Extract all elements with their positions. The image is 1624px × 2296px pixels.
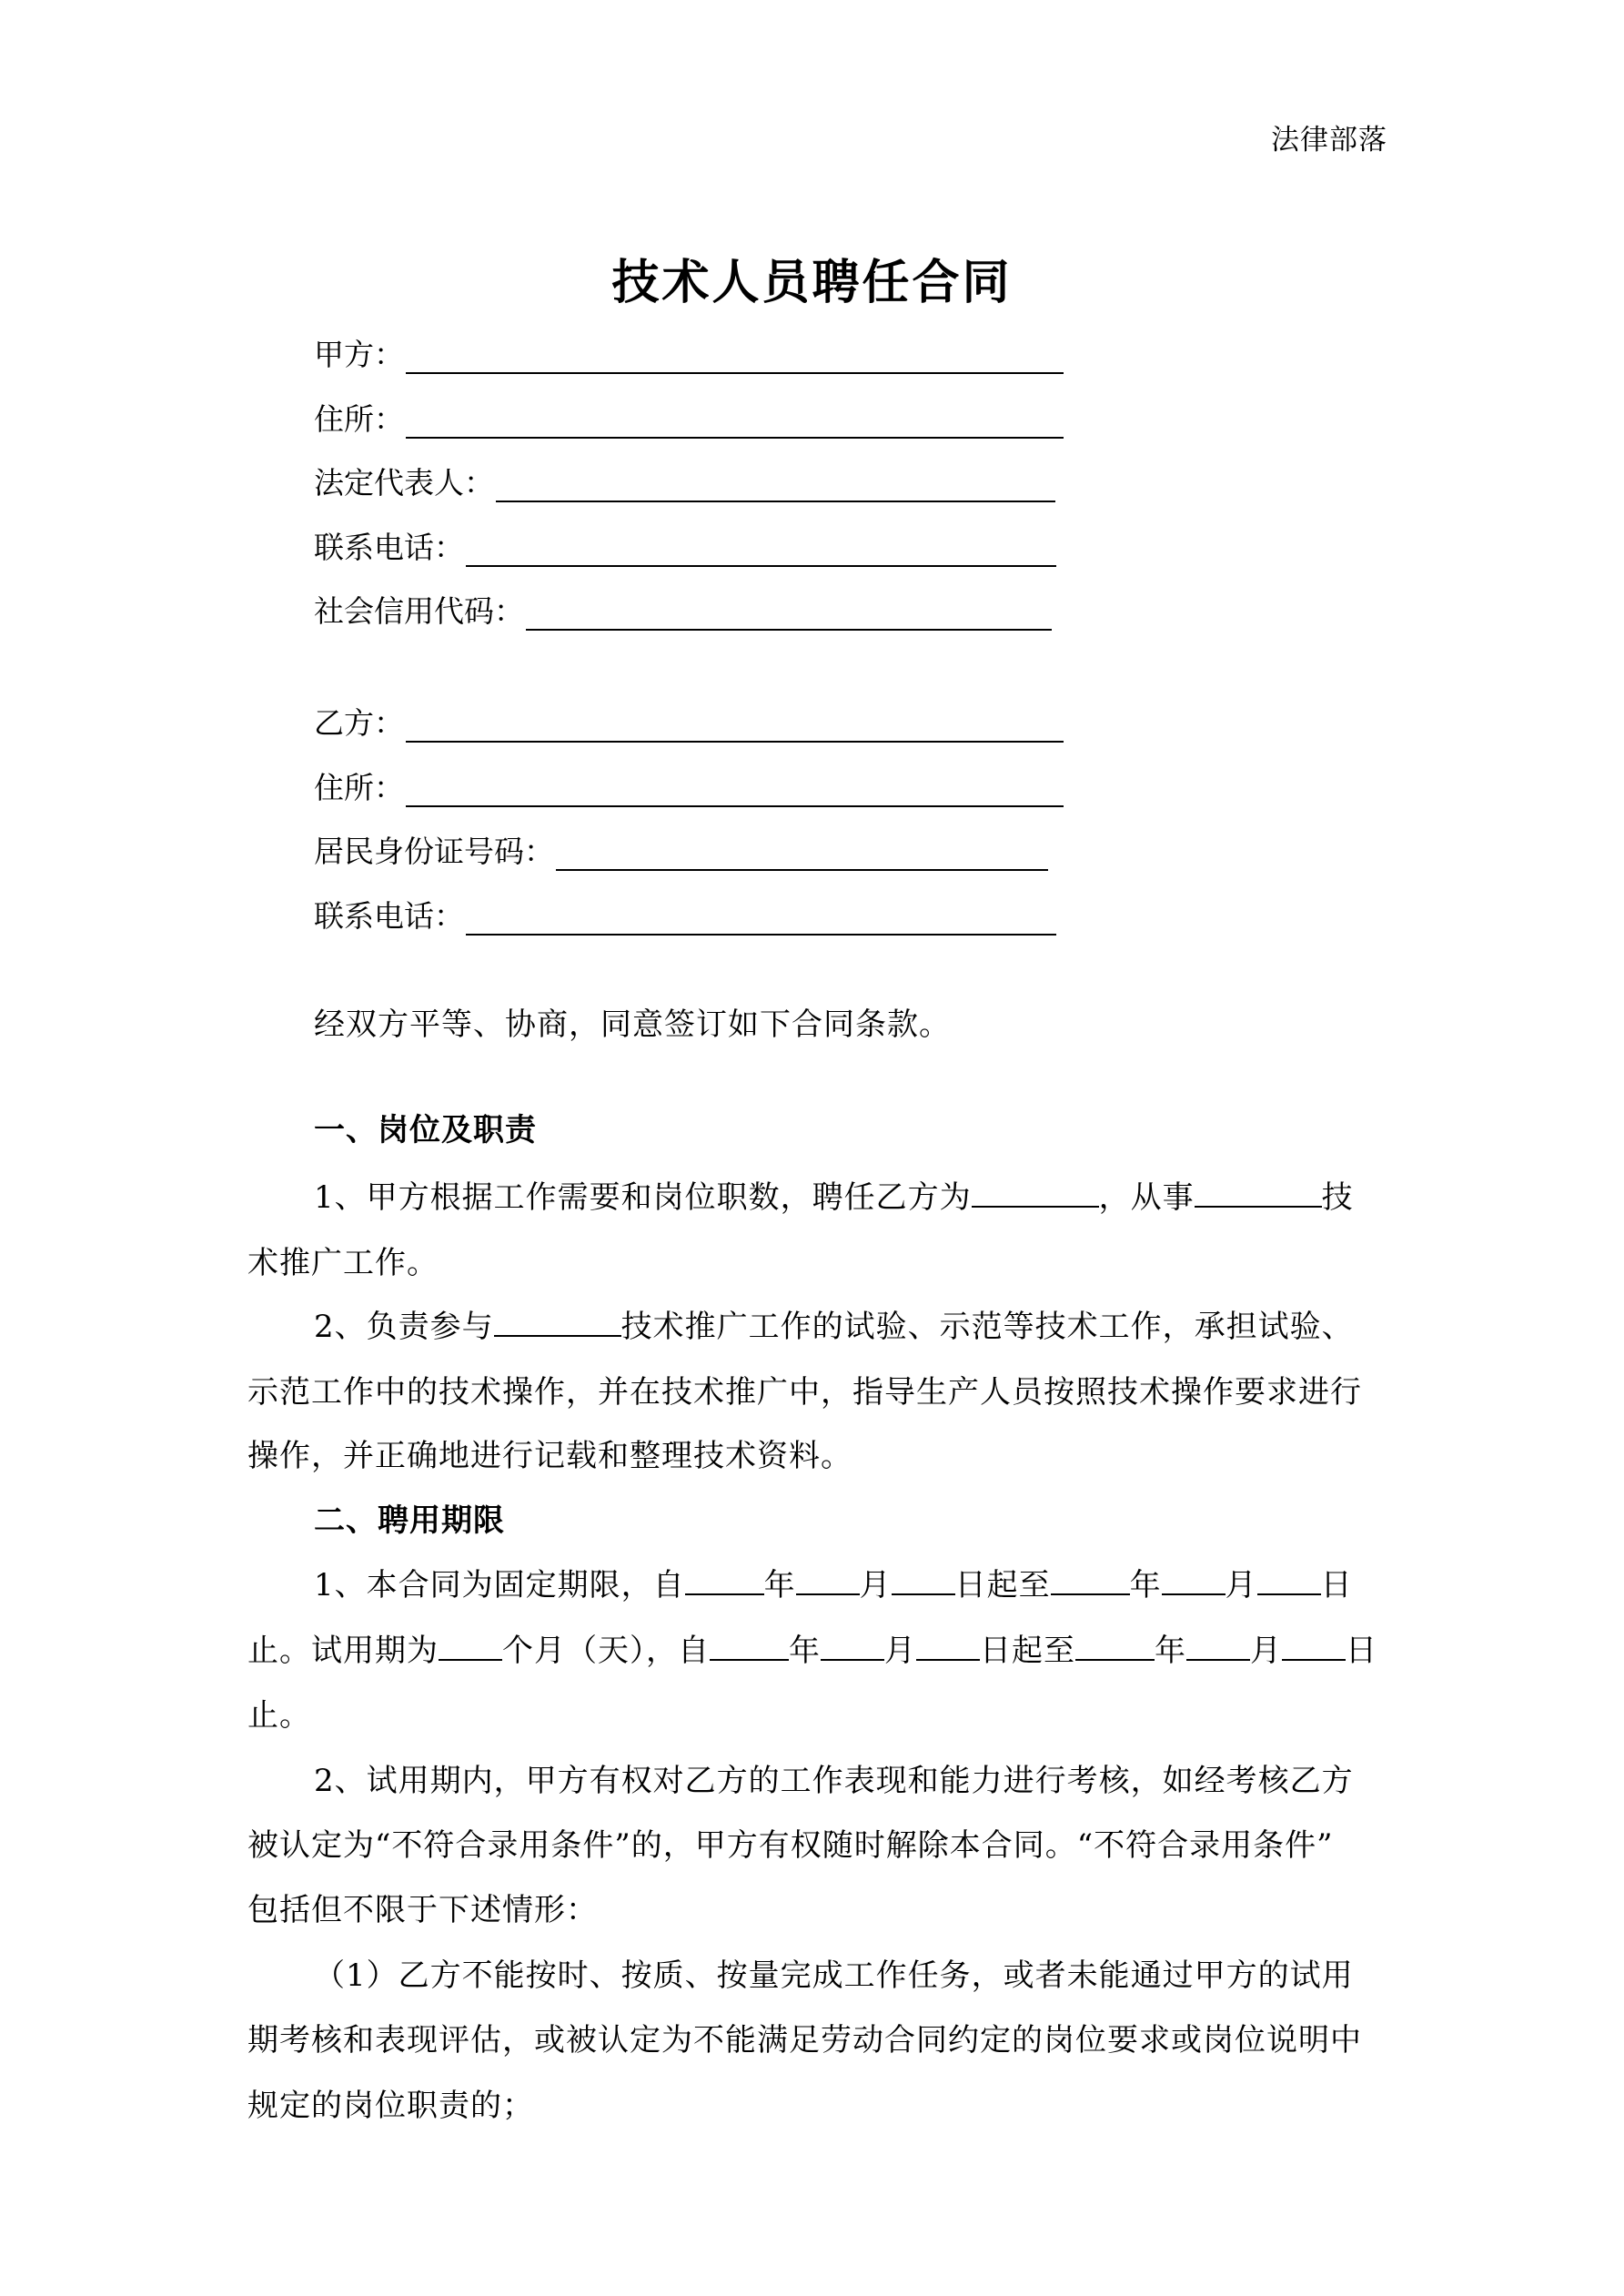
blank[interactable] [1186, 1633, 1250, 1661]
section-2-para-1-line-1 [314, 1560, 1353, 1604]
text: 月 [1250, 1633, 1282, 1669]
text: 日起至 [954, 1567, 1051, 1603]
text: 技 [1321, 1179, 1354, 1216]
fill-line[interactable] [466, 903, 1056, 936]
field-label: 联系电话： [314, 530, 464, 565]
party-a-address-field [314, 397, 1064, 439]
section-1-para-1-line-1 [314, 1172, 1354, 1217]
text: 1、甲方根据工作需要和岗位职数，聘任乙方为 [314, 1179, 972, 1216]
section-1-para-2-line-1 [314, 1301, 1354, 1346]
blank[interactable] [1075, 1633, 1155, 1661]
blank[interactable] [1195, 1180, 1322, 1208]
text: 月 [1225, 1567, 1257, 1603]
intro-text: 经双方平等、协商，同意签订如下合同条款。 [314, 1006, 951, 1043]
text: 年 [789, 1633, 821, 1669]
fill-line[interactable] [406, 406, 1064, 439]
party-a-phone-field [314, 525, 1056, 567]
section-2-para-2-line-1: 2、试用期内，甲方有权对乙方的工作表现和能力进行考核，如经考核乙方 [314, 1763, 1354, 1799]
field-label: 居民身份证号码： [314, 834, 554, 869]
section-2-title: 二、聘用期限 [314, 1502, 505, 1539]
field-label: 住所： [314, 770, 404, 805]
section-2-para-1-line-3: 止。 [247, 1697, 311, 1734]
party-a-credit-field [314, 589, 1052, 631]
blank[interactable] [710, 1633, 789, 1661]
fill-line[interactable] [406, 710, 1064, 743]
blank[interactable] [796, 1568, 860, 1595]
section-2-para-3-line-1: （1）乙方不能按时、按质、按量完成工作任务，或者未能通过甲方的试用 [314, 1957, 1354, 1994]
text: 止。试用期为 [247, 1633, 439, 1669]
field-label: 社会信用代码： [314, 593, 524, 629]
text: 2、负责参与 [314, 1309, 494, 1345]
fill-line[interactable] [556, 838, 1048, 871]
fill-line[interactable] [496, 470, 1055, 502]
text: 月 [884, 1633, 916, 1669]
blank[interactable] [494, 1310, 621, 1337]
fill-line[interactable] [526, 598, 1052, 631]
section-1-para-1-line-2: 术推广工作。 [247, 1245, 439, 1281]
party-b-address-field [314, 765, 1064, 807]
text: 日 [1320, 1567, 1353, 1603]
blank[interactable] [1257, 1568, 1321, 1595]
fill-line[interactable] [406, 341, 1064, 374]
blank[interactable] [439, 1633, 502, 1661]
text: 年 [763, 1567, 796, 1603]
section-2-para-2-line-2: 被认定为“不符合录用条件”的，甲方有权随时解除本合同。“不符合录用条件” [247, 1827, 1334, 1864]
blank[interactable] [1282, 1633, 1346, 1661]
blank[interactable] [1051, 1568, 1130, 1595]
header-mark: 法律部落 [1271, 124, 1387, 157]
field-label: 甲方： [314, 337, 404, 372]
text: 日起至 [980, 1633, 1075, 1669]
section-2-para-2-line-3: 包括但不限于下述情形： [247, 1892, 598, 1928]
party-b-name-field [314, 701, 1064, 743]
text: 日 [1346, 1633, 1377, 1669]
blank[interactable] [685, 1568, 764, 1595]
blank[interactable] [892, 1568, 955, 1595]
fill-line[interactable] [466, 534, 1056, 567]
document-title: 技术人员聘任合同 [611, 255, 1013, 310]
text: 1、本合同为固定期限，自 [314, 1567, 685, 1603]
section-1-para-2-line-2: 示范工作中的技术操作，并在技术推广中，指导生产人员按照技术操作要求进行 [247, 1374, 1362, 1411]
party-b-phone-field [314, 894, 1056, 936]
field-label: 联系电话： [314, 898, 464, 934]
section-2-para-3-line-3: 规定的岗位职责的； [247, 2088, 534, 2124]
field-label: 住所： [314, 401, 404, 437]
text: 年 [1155, 1633, 1186, 1669]
text: 年 [1129, 1567, 1162, 1603]
field-label: 乙方： [314, 705, 404, 741]
blank[interactable] [916, 1633, 980, 1661]
section-2-para-1-line-2 [247, 1625, 1377, 1670]
blank[interactable] [972, 1180, 1099, 1208]
party-b-id-field [314, 829, 1048, 871]
party-a-name-field [314, 332, 1064, 374]
section-1-title: 一、岗位及职责 [314, 1112, 537, 1148]
section-1-para-2-line-3: 操作，并正确地进行记载和整理技术资料。 [247, 1438, 852, 1474]
fill-line[interactable] [406, 774, 1064, 807]
party-a-rep-field [314, 460, 1055, 502]
text: 个月（天），自 [502, 1633, 710, 1669]
section-2-para-3-line-2: 期考核和表现评估，或被认定为不能满足劳动合同约定的岗位要求或岗位说明中 [247, 2022, 1362, 2058]
blank[interactable] [821, 1633, 884, 1661]
text: ，从事 [1098, 1179, 1195, 1216]
text: 技术推广工作的试验、示范等技术工作，承担试验、 [620, 1309, 1354, 1345]
text: 月 [859, 1567, 892, 1603]
blank[interactable] [1162, 1568, 1226, 1595]
field-label: 法定代表人： [314, 465, 494, 501]
